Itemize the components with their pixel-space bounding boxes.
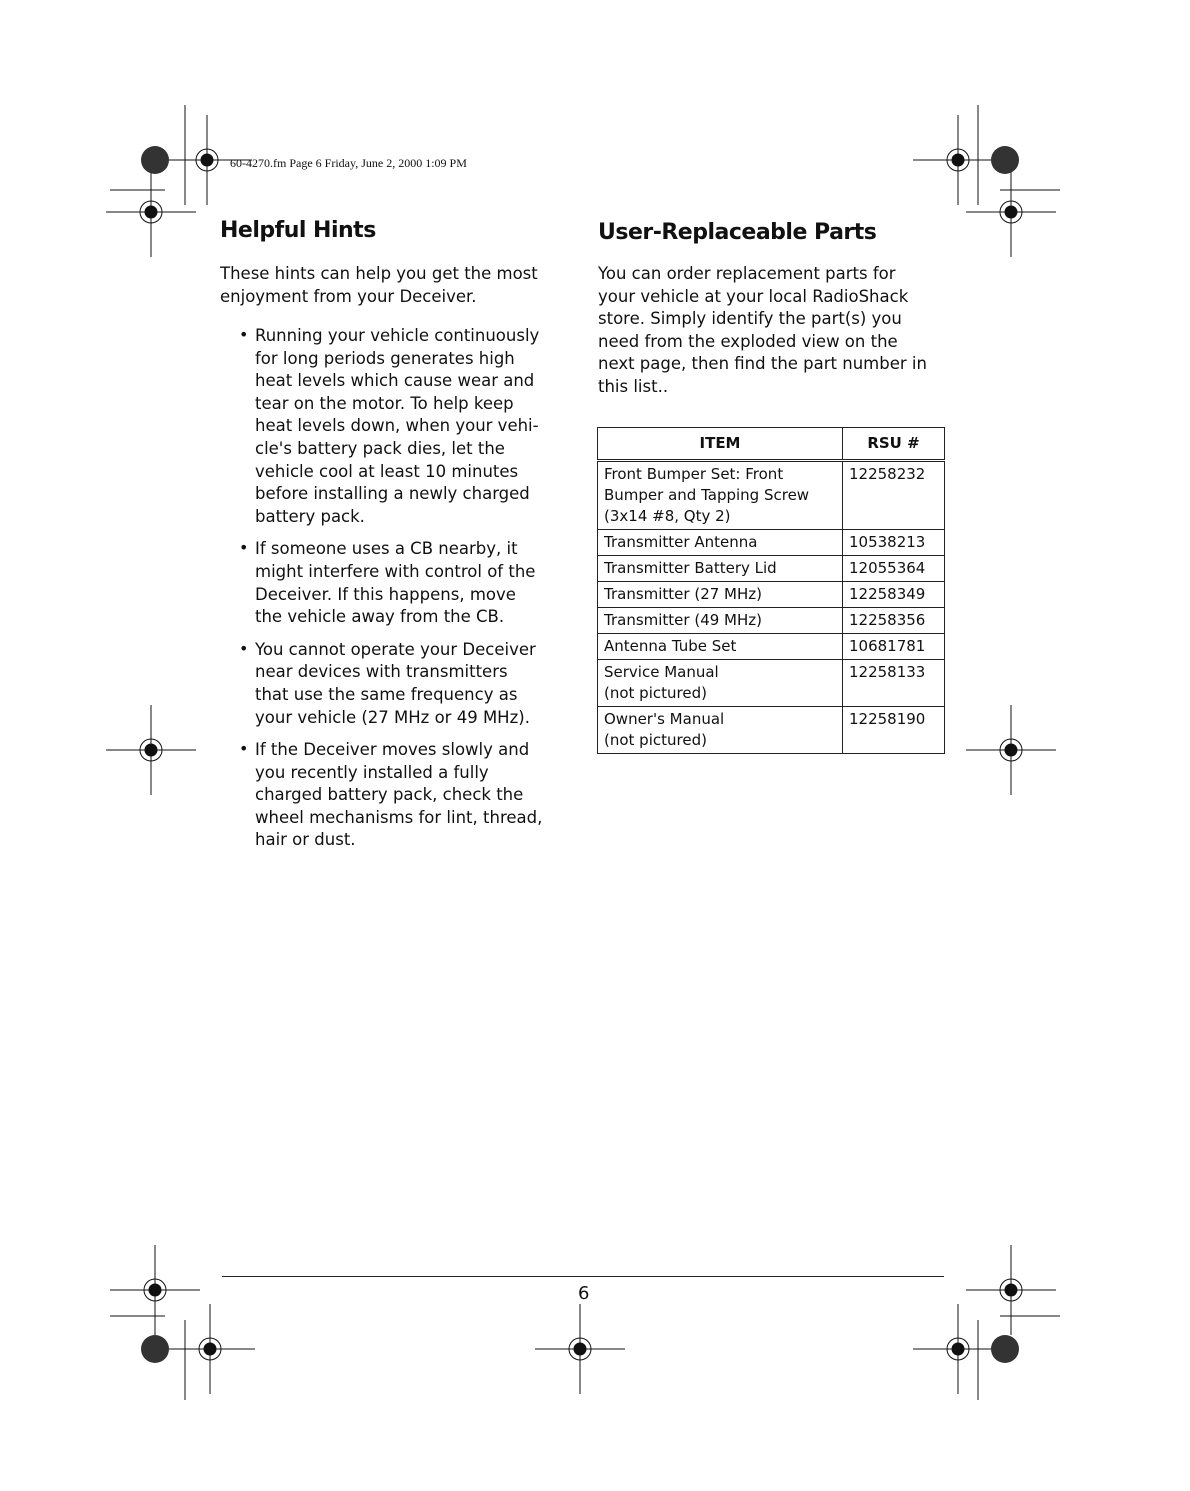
registration-dot-icon: [141, 146, 169, 174]
registration-dot-icon: [991, 1335, 1019, 1363]
crosshair-icon: [913, 115, 1003, 205]
rsu-number-cell: 10681781: [843, 634, 945, 660]
rsu-number-cell: 12258232: [843, 461, 945, 530]
parts-intro: You can order replacement parts for your vehicle at your local RadioShack store. Simply identify the part(s) you need from the exploded view on the next page, then find the part number in this list..: [598, 264, 927, 396]
item-cell: Front Bumper Set: Front Bumper and Tapping Screw (3x14 #8, Qty 2): [598, 461, 843, 530]
crosshair-icon: [535, 1304, 625, 1394]
hint-item: • If the Deceiver moves slowly and you recently installed a fully charged battery pack, check the wheel mechanisms for lint, thread, hair or dust.: [239, 739, 543, 850]
crosshair-icon: [162, 115, 252, 205]
hint-item: • Running your vehicle continuously for long periods generates high heat levels which cause wear and tear on the motor. To help keep heat levels down, when your vehi- cle's battery pack dies, let the vehicle cool at least 10 minutes before installing a newly charged battery pack.: [239, 325, 540, 526]
item-cell: Owner's Manual (not pictured): [598, 707, 843, 754]
column-header-item: ITEM: [598, 428, 843, 461]
print-slug: 60-4270.fm Page 6 Friday, June 2, 2000 1:09 PM: [230, 156, 467, 170]
rsu-number-cell: 12258349: [843, 582, 945, 608]
crosshair-icon: [966, 167, 1056, 257]
crosshair-icon: [106, 167, 196, 257]
crosshair-icon: [106, 705, 196, 795]
rsu-number-cell: 12258356: [843, 608, 945, 634]
hint-item: • If someone uses a CB nearby, it might interfere with control of the Deceiver. If this happens, move the vehicle away from the CB.: [239, 538, 536, 627]
item-cell: Transmitter Battery Lid: [598, 556, 843, 582]
column-header-rsu: RSU #: [843, 428, 945, 461]
rsu-number-cell: 12055364: [843, 556, 945, 582]
item-cell: Antenna Tube Set: [598, 634, 843, 660]
page-number: 6: [578, 1283, 590, 1304]
rsu-number-cell: 10538213: [843, 530, 945, 556]
crosshair-icon: [913, 1304, 1003, 1394]
crosshair-icon: [966, 705, 1056, 795]
rsu-number-cell: 12258190: [843, 707, 945, 754]
hint-item: • You cannot operate your Deceiver near devices with transmitters that use the same frequency as your vehicle (27 MHz or 49 MHz).: [239, 638, 536, 727]
item-cell: Transmitter (27 MHz): [598, 582, 843, 608]
registration-dot-icon: [141, 1335, 169, 1363]
item-cell: Transmitter (49 MHz): [598, 608, 843, 634]
parts-heading: User-Replaceable Parts: [598, 220, 877, 245]
hints-intro: These hints can help you get the most enjoyment from your Deceiver.: [220, 264, 538, 306]
crosshair-icon: [966, 1245, 1056, 1335]
helpful-hints-heading: Helpful Hints: [220, 218, 376, 243]
rsu-number-cell: 12258133: [843, 660, 945, 707]
registration-dot-icon: [991, 146, 1019, 174]
item-cell: Transmitter Antenna: [598, 530, 843, 556]
crosshair-icon: [165, 1304, 255, 1394]
crosshair-icon: [110, 1245, 200, 1335]
item-cell: Service Manual (not pictured): [598, 660, 843, 707]
